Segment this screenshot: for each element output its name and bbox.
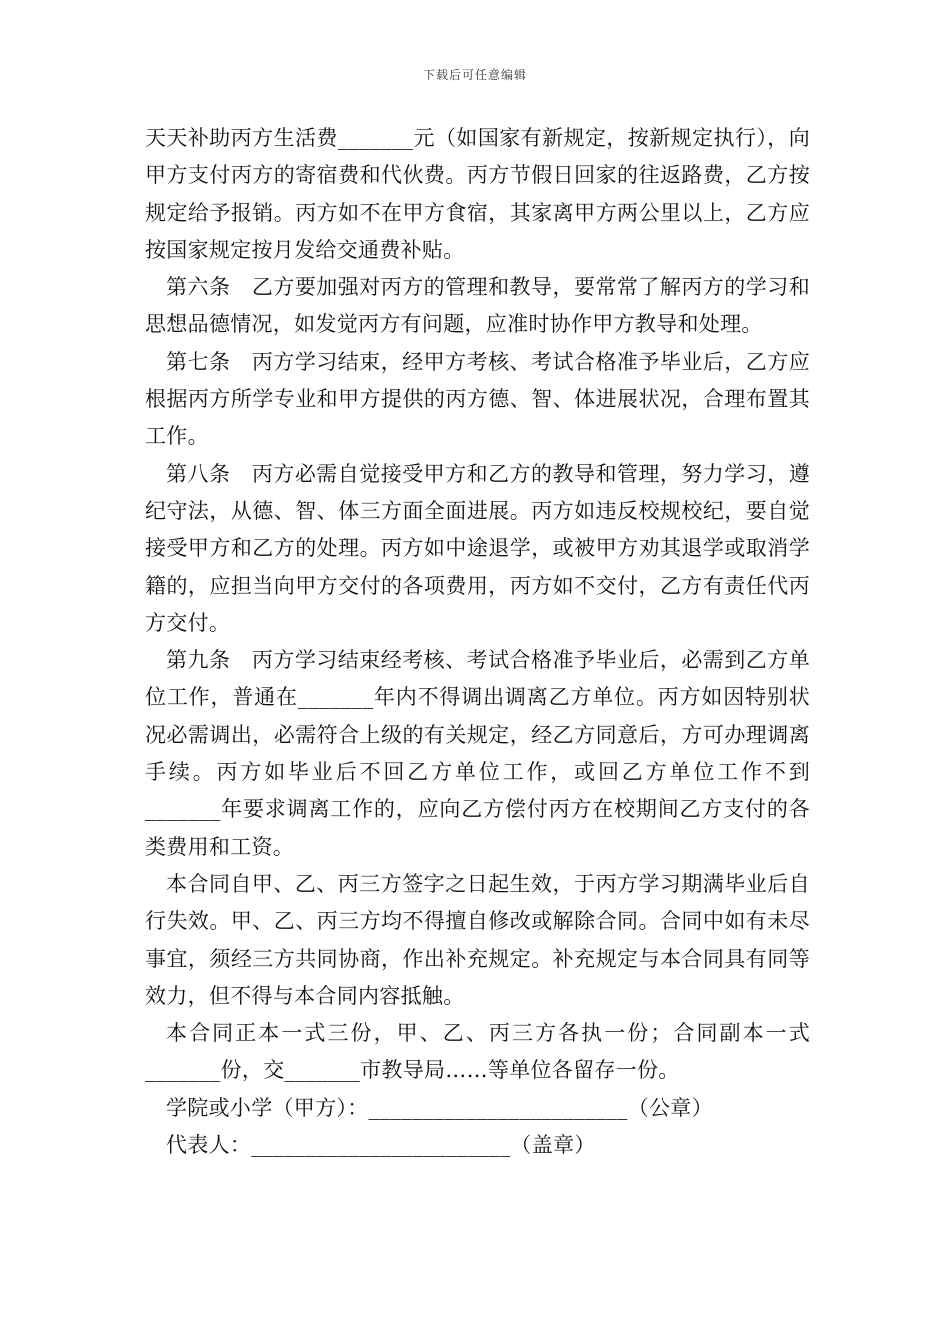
signature-line-representative: 代表人：________________________（盖章） (166, 1133, 596, 1158)
paragraph-article-9: 第九条 丙方学习结束经考核、考试合格准予毕业后，必需到乙方单位工作，普通在_______年内不得调出调离乙方单位。丙方如因特别状况必需调出，必需符合上级的有关规定，经乙方同意后，方可办理调离手续。丙方如毕业后不回乙方单位工作，或回乙方单位工作不到_______年要求调离工作的，应向乙方偿付丙方在校期间乙方支付的各类费用和工资。 (145, 648, 810, 859)
contract-body (145, 120, 810, 1164)
paragraph-copies: 本合同正本一式三份，甲、乙、丙三方各执一份；合同副本一式_______份，交_______市教导局……等单位各留存一份。 (145, 1021, 810, 1083)
paragraph-effectiveness: 本合同自甲、乙、丙三方签字之日起生效，于丙方学习期满毕业后自行失效。甲、乙、丙三方均不得擅自修改或解除合同。合同中如有未尽事宜，须经三方共同协商，作出补充规定。补充规定与本合同具有同等效力，但不得与本合同内容抵触。 (145, 871, 810, 1008)
paragraph-article-6: 第六条 乙方要加强对丙方的管理和教导，要常常了解丙方的学习和思想品德情况，如发觉丙方有问题，应准时协作甲方教导和处理。 (145, 275, 810, 337)
page-header: 下载后可任意编辑 (422, 68, 527, 82)
paragraph-continued: 天天补助丙方生活费_______元（如国家有新规定，按新规定执行），向甲方支付丙方的寄宿费和代伙费。丙方节假日回家的往返路费，乙方按规定给予报销。丙方如不在甲方食宿，其家离甲方两公里以上，乙方应按国家规定按月发给交通费补贴。 (145, 126, 810, 262)
paragraph-article-7: 第七条 丙方学习结束，经甲方考核、考试合格准予毕业后，乙方应根据丙方所学专业和甲方提供的丙方德、智、体进展状况，合理布置其工作。 (145, 349, 810, 449)
paragraph-article-8: 第八条 丙方必需自觉接受甲方和乙方的教导和管理，努力学习，遵纪守法，从德、智、体三方面全面进展。丙方如违反校规校纪，要自觉接受甲方和乙方的处理。丙方如中途退学，或被甲方劝其退学或取消学籍的，应担当向甲方交付的各项费用，丙方如不交付，乙方有责任代丙方交付。 (145, 461, 810, 635)
signature-line-school: 学院或小学（甲方）：________________________（公章） (166, 1095, 713, 1120)
